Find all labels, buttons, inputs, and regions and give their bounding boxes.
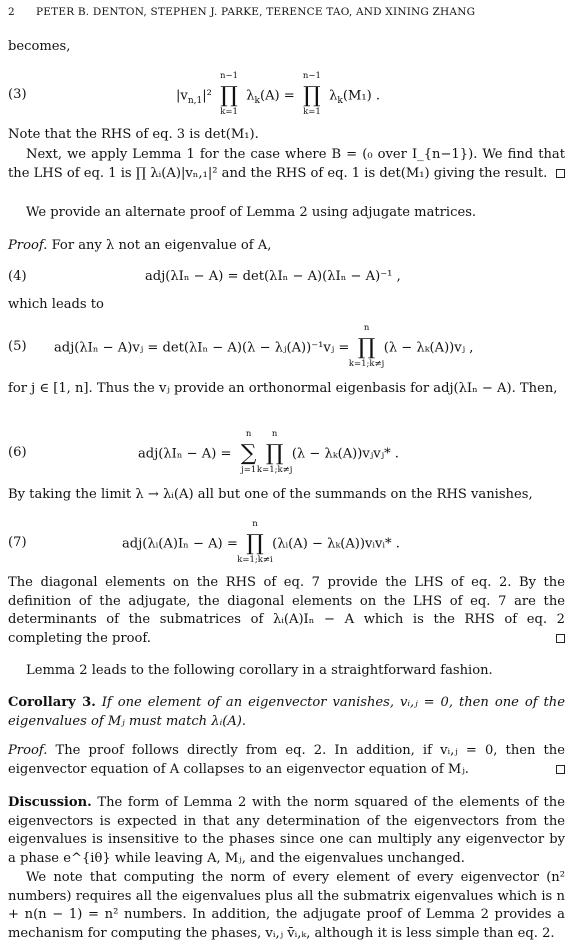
product-symbol: n−1 ∏ k=1 <box>220 71 239 117</box>
equation-5 <box>8 323 565 369</box>
equation-6 <box>8 429 565 475</box>
equation-number: (4) <box>8 269 27 284</box>
discussion-label: Discussion. <box>8 795 92 810</box>
product-symbol: n ∏ k=1;k≠i <box>237 519 273 565</box>
equation-7 <box>8 519 565 565</box>
equation-body: adj(λᵢ(A)Iₙ − A) = n ∏ k=1;k≠i (λᵢ(A) − λₖ(A))vᵢvᵢ* . <box>122 519 400 565</box>
equation-body: $|v_{n,1}|^2$ n−1 ∏ k=1 $\lambda_k(A)$ = n−1 ∏ k=1 $\lambda_k(M_1)$ . <box>176 71 381 117</box>
final-paragraph: We note that computing the norm of every element of every eigenvector (n² numbers) requires all the eigenvalues plus all the submatrix eigenvalues which is n + n(n − 1) = n² numbers. In addition, the adjugate proof of Lemma 2 provides a mechanism for computing the phases, vᵢ,ⱼ v̄ᵢ,ₖ, although it is less simple than eq. 2. <box>8 870 565 941</box>
discussion: Discussion. The form of Lemma 2 with the norm squared of the elements of the eigenvectors is expected in that any determination of the eigenvectors from the eigenvalues is insensitive to the phases since one can multiply any eigenvector by a phase e^{iθ} while leaving A, Mⱼ, and the eigenvalues unchanged. <box>8 795 565 866</box>
product-symbol: n ∏ k=1;k≠j <box>256 429 293 475</box>
author-line: PETER B. DENTON, STEPHEN J. PARKE, TERENCE TAO, AND XINING ZHANG <box>36 6 476 18</box>
qed-box <box>556 169 565 178</box>
equation-number: (7) <box>8 535 27 550</box>
next-paragraph: Next, we apply Lemma 1 for the case where B = (₀ over I_{n−1}). We find that the LHS of eq. 1 is ∏ λᵢ(A)|vₙ,₁|² and the RHS of eq. 1 is det(M₁) giving the result. <box>8 147 565 181</box>
proof-label: Proof. <box>8 238 48 253</box>
sum-symbol: n ∑ j=1 <box>240 429 257 475</box>
text-leads-to: which leads to <box>8 297 104 312</box>
running-header <box>8 3 567 22</box>
proof-2: Proof. The proof follows directly from eq. 2. In addition, if vᵢ,ⱼ = 0, then the eigenvector equation of A collapses to an eigenvector equation of Mⱼ. <box>8 743 565 777</box>
product-symbol: n ∏ k=1;k≠j <box>348 323 385 369</box>
qed-box <box>556 765 565 774</box>
equation-number: (3) <box>8 87 27 102</box>
equation-body: adj(λIₙ − A) = det(λIₙ − A)(λIₙ − A)⁻¹ , <box>145 269 401 284</box>
equation-number: (5) <box>8 339 27 354</box>
equation-3 <box>8 71 565 117</box>
equation-body: adj(λIₙ − A) = n ∑ j=1 n ∏ k=1;k≠j (λ − λₖ(A))vⱼvⱼ* . <box>138 429 399 475</box>
equation-body: adj(λIₙ − A)vⱼ = det(λIₙ − A)(λ − λⱼ(A))⁻¹vⱼ = n ∏ k=1;k≠j (λ − λₖ(A))vⱼ , <box>54 323 474 369</box>
alternate-proof-intro: We provide an alternate proof of Lemma 2 using adjugate matrices. <box>26 205 477 220</box>
note-rhs: Note that the RHS of eq. 3 is det(M₁). <box>8 127 259 142</box>
corollary-3: Corollary 3. If one element of an eigenvector vanishes, vᵢ,ⱼ = 0, then one of the eigenvalues of Mⱼ must match λᵢ(A). <box>8 695 565 729</box>
proof-1-intro: Proof. For any λ not an eigenvalue of A, <box>8 238 272 253</box>
equation-4 <box>8 256 565 296</box>
proof-label: Proof. <box>8 743 48 758</box>
product-symbol: n−1 ∏ k=1 <box>302 71 321 117</box>
equation-number: (6) <box>8 445 27 460</box>
qed-box <box>556 634 565 643</box>
text-for-j: for j ∈ [1, n]. Thus the vⱼ provide an orthonormal eigenbasis for adj(λIₙ − A). Then, <box>8 381 558 396</box>
text-becomes: becomes, <box>8 39 71 54</box>
page-number: 2 <box>8 6 15 18</box>
diagonal-paragraph: The diagonal elements on the RHS of eq. 7 provide the LHS of eq. 2. By the definition of the adjugate, the diagonal elements on the LHS of eq. 7 are the determinants of the submatrices of λᵢ(A)Iₙ − A which is the RHS of eq. 2 completing the proof. <box>8 575 565 646</box>
lemma2-corollary-intro: Lemma 2 leads to the following corollary in a straightforward fashion. <box>26 663 493 678</box>
corollary-label: Corollary 3. <box>8 695 96 710</box>
text-limit: By taking the limit λ → λᵢ(A) all but one of the summands on the RHS vanishes, <box>8 487 533 502</box>
